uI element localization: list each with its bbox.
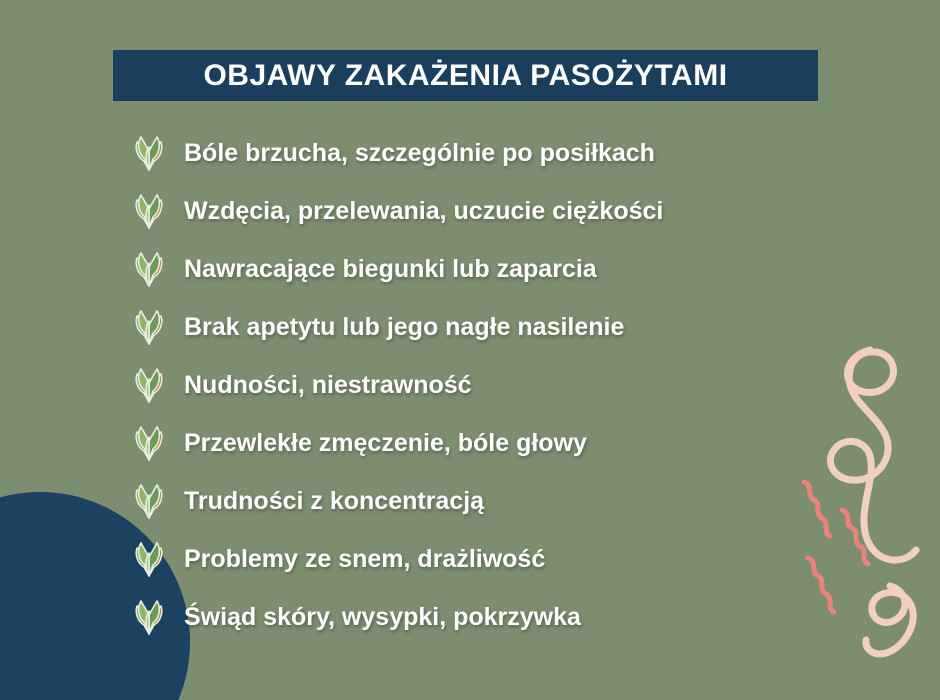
list-item <box>126 124 886 182</box>
list-item <box>126 298 886 356</box>
symptom-label: Problemy ze snem, drażliwość <box>184 544 546 573</box>
list-item <box>126 588 886 646</box>
symptom-label: Brak apetytu lub jego nagłe nasilenie <box>184 312 625 341</box>
list-item <box>126 414 886 472</box>
leaf-icon <box>126 306 172 348</box>
list-item <box>126 472 886 530</box>
symptom-label: Nawracające biegunki lub zaparcia <box>184 254 597 283</box>
symptom-label: Bóle brzucha, szczególnie po posiłkach <box>184 138 655 167</box>
leaf-icon <box>126 538 172 580</box>
symptom-label: Nudności, niestrawność <box>184 370 472 399</box>
leaf-icon <box>126 480 172 522</box>
leaf-icon <box>126 596 172 638</box>
leaf-icon <box>126 190 172 232</box>
list-item <box>126 530 886 588</box>
page-title: OBJAWY ZAKAŻENIA PASOŻYTAMI <box>203 58 728 92</box>
list-item <box>126 356 886 414</box>
symptom-label: Świąd skóry, wysypki, pokrzywka <box>184 602 581 631</box>
symptom-label: Trudności z koncentracją <box>184 486 485 515</box>
symptom-label: Wzdęcia, przelewania, uczucie ciężkości <box>184 196 664 225</box>
symptom-label: Przewlekłe zmęczenie, bóle głowy <box>184 428 587 457</box>
symptom-list <box>126 124 886 646</box>
leaf-icon <box>126 248 172 290</box>
leaf-icon <box>126 132 172 174</box>
leaf-icon <box>126 422 172 464</box>
leaf-icon <box>126 364 172 406</box>
list-item <box>126 240 886 298</box>
list-item <box>126 182 886 240</box>
title-banner <box>113 50 818 101</box>
